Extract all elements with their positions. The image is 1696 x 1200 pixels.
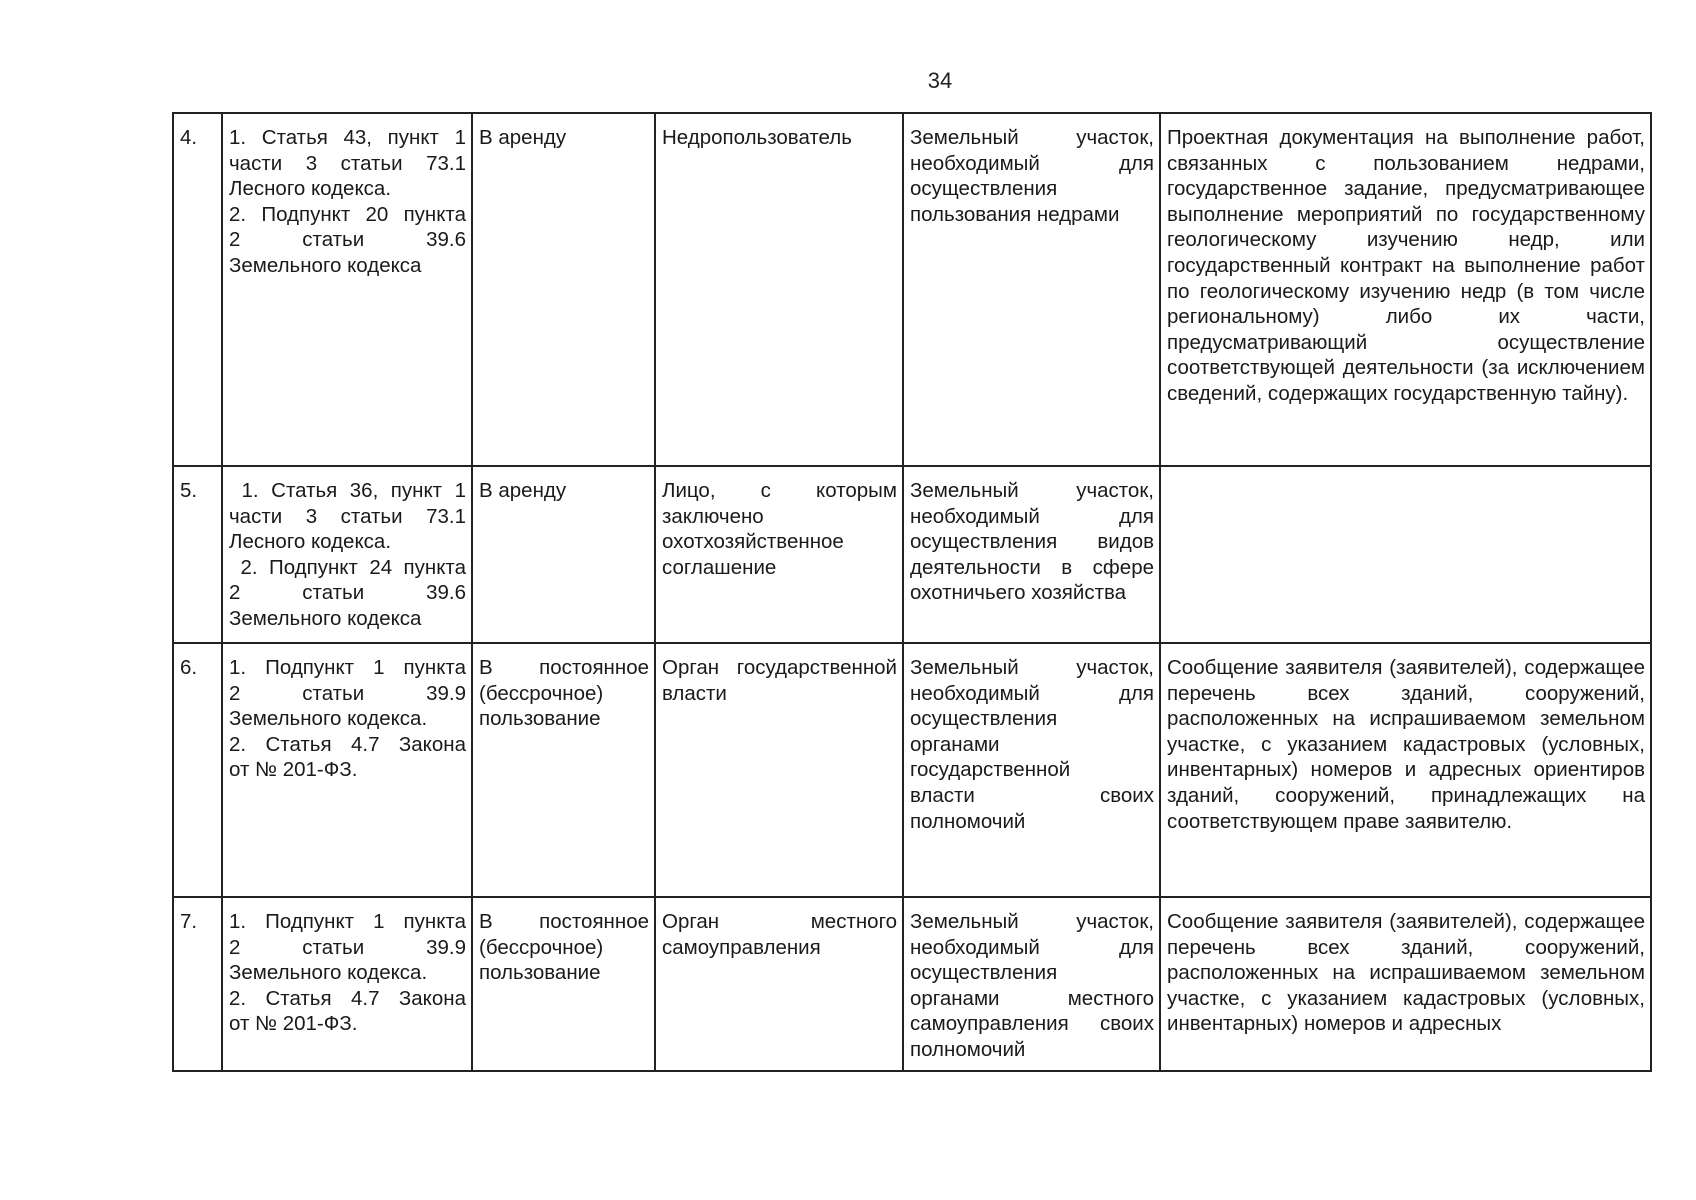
applicant-line: соглашение: [662, 555, 777, 579]
documents-cell: Сообщение заявителя (заявителей), содержащее перечень всех зданий, сооружений, расположенных на испрашиваемом земельном участке, с указанием кадастровых (условных, инвентарных) номеров и адресных: [1160, 897, 1651, 1071]
basis-line: части 3 статьи 73.1: [229, 151, 466, 175]
basis-line: Земельного кодекса: [229, 606, 422, 630]
basis-line: Лесного кодекса.: [229, 177, 392, 201]
purpose-line: самоуправления своих: [910, 1012, 1154, 1036]
purpose-line: органами местного: [910, 986, 1154, 1010]
page-number: 34: [927, 68, 953, 93]
applicant-cell: [655, 897, 903, 1071]
basis-line: 2. Подпункт 20 пункта: [229, 202, 466, 226]
basis-line: 2 статьи 39.6: [229, 581, 466, 605]
basis-line: Лесного кодекса.: [229, 530, 392, 554]
purpose-line: осуществления: [910, 961, 1058, 985]
legal-basis-cell: [222, 897, 472, 1071]
basis-line: 1. Статья 36, пункт 1: [229, 479, 466, 502]
legal-basis-cell: [222, 113, 472, 466]
row-number: 7.: [173, 897, 222, 1071]
basis-line: 2 статьи 39.6: [229, 228, 466, 252]
basis-line: 2. Статья 4.7 Закона: [229, 732, 466, 756]
basis-line: Земельного кодекса.: [229, 961, 428, 985]
purpose-line: полномочий: [910, 1037, 1026, 1061]
documents-cell: [1160, 466, 1651, 643]
basis-line: 1. Подпункт 1 пункта: [229, 910, 466, 933]
right-type-line: пользование: [479, 707, 601, 731]
purpose-line: необходимый для: [910, 681, 1154, 705]
documents-cell: Проектная документация на выполнение работ, связанных с пользованием недрами, государственное задание, предусматривающее выполнение мероприятий по государственному геологическому изучению недр, или государственный контракт на выполнение работ по геологическому изучению недр (в том числе региональному) либо их части, предусматривающий осуществление соответствующей деятельности (за исключением сведений, содержащих государственную тайну).: [1160, 113, 1651, 466]
applicant-line: Орган местного: [662, 910, 897, 933]
right-type-line: пользование: [479, 961, 601, 985]
table-row: [173, 113, 1651, 466]
row-number: 5.: [173, 466, 222, 643]
legal-basis-cell: [222, 466, 472, 643]
purpose-line: Земельный участок,: [910, 910, 1154, 933]
basis-line: Земельного кодекса: [229, 253, 422, 277]
basis-line: 2. Подпункт 24 пункта: [229, 555, 466, 579]
right-type-cell: [472, 897, 655, 1071]
basis-line: 1. Подпункт 1 пункта: [229, 656, 466, 679]
row-number: 4.: [173, 113, 222, 466]
purpose-cell: Земельный участок, необходимый для осуществления видов деятельности в сфере охотничьего хозяйства: [903, 466, 1160, 643]
documents-cell: Сообщение заявителя (заявителей), содержащее перечень всех зданий, сооружений, расположенных на испрашиваемом земельном участке, с указанием кадастровых (условных, инвентарных) номеров и адресных ориентиров зданий, сооружений, принадлежащих на соответствующем праве заявителю.: [1160, 643, 1651, 897]
applicant-line: заключено: [662, 504, 764, 528]
basis-line: 2. Статья 4.7 Закона: [229, 986, 466, 1010]
right-type-line: (бессрочное): [479, 935, 604, 959]
table-row: [173, 466, 1651, 643]
purpose-line: Земельный участок,: [910, 656, 1154, 679]
purpose-line: осуществления: [910, 177, 1058, 201]
right-type-line: (бессрочное): [479, 681, 604, 705]
purpose-cell: [903, 897, 1160, 1071]
applicant-line: охотхозяйственное: [662, 530, 844, 554]
applicant-line: Лицо, с которым: [662, 479, 897, 502]
right-type-line: В постоянное: [479, 656, 649, 679]
right-type-line: В постоянное: [479, 910, 649, 933]
applicant-cell: [655, 466, 903, 643]
purpose-line: полномочий: [910, 809, 1026, 833]
basis-line: Земельного кодекса.: [229, 707, 428, 731]
purpose-line: необходимый для: [910, 935, 1154, 959]
right-type-cell: В аренду: [472, 466, 655, 643]
table-row: [173, 643, 1651, 897]
table-row: [173, 897, 1651, 1071]
applicant-cell: Орган государственной власти: [655, 643, 903, 897]
purpose-cell: [903, 643, 1160, 897]
applicant-line: самоуправления: [662, 935, 821, 959]
purpose-line: пользования недрами: [910, 202, 1120, 226]
purpose-line: необходимый для: [910, 151, 1154, 175]
row-number: 6.: [173, 643, 222, 897]
basis-line: от № 201-ФЗ.: [229, 1012, 358, 1036]
purpose-line: государственной: [910, 758, 1071, 782]
land-plot-table: [172, 112, 1652, 1072]
basis-line: 2 статьи 39.9: [229, 935, 466, 959]
purpose-line: органами: [910, 732, 1000, 756]
basis-line: части 3 статьи 73.1: [229, 504, 466, 528]
purpose-cell: [903, 113, 1160, 466]
right-type-cell: [472, 643, 655, 897]
basis-line: 2 статьи 39.9: [229, 681, 466, 705]
right-type-cell: В аренду: [472, 113, 655, 466]
purpose-line: власти своих: [910, 783, 1154, 807]
applicant-cell: Недропользователь: [655, 113, 903, 466]
purpose-line: Земельный участок,: [910, 126, 1154, 149]
purpose-line: осуществления: [910, 707, 1058, 731]
basis-line: от № 201-ФЗ.: [229, 758, 358, 782]
basis-line: 1. Статья 43, пункт 1: [229, 126, 466, 149]
legal-basis-cell: [222, 643, 472, 897]
